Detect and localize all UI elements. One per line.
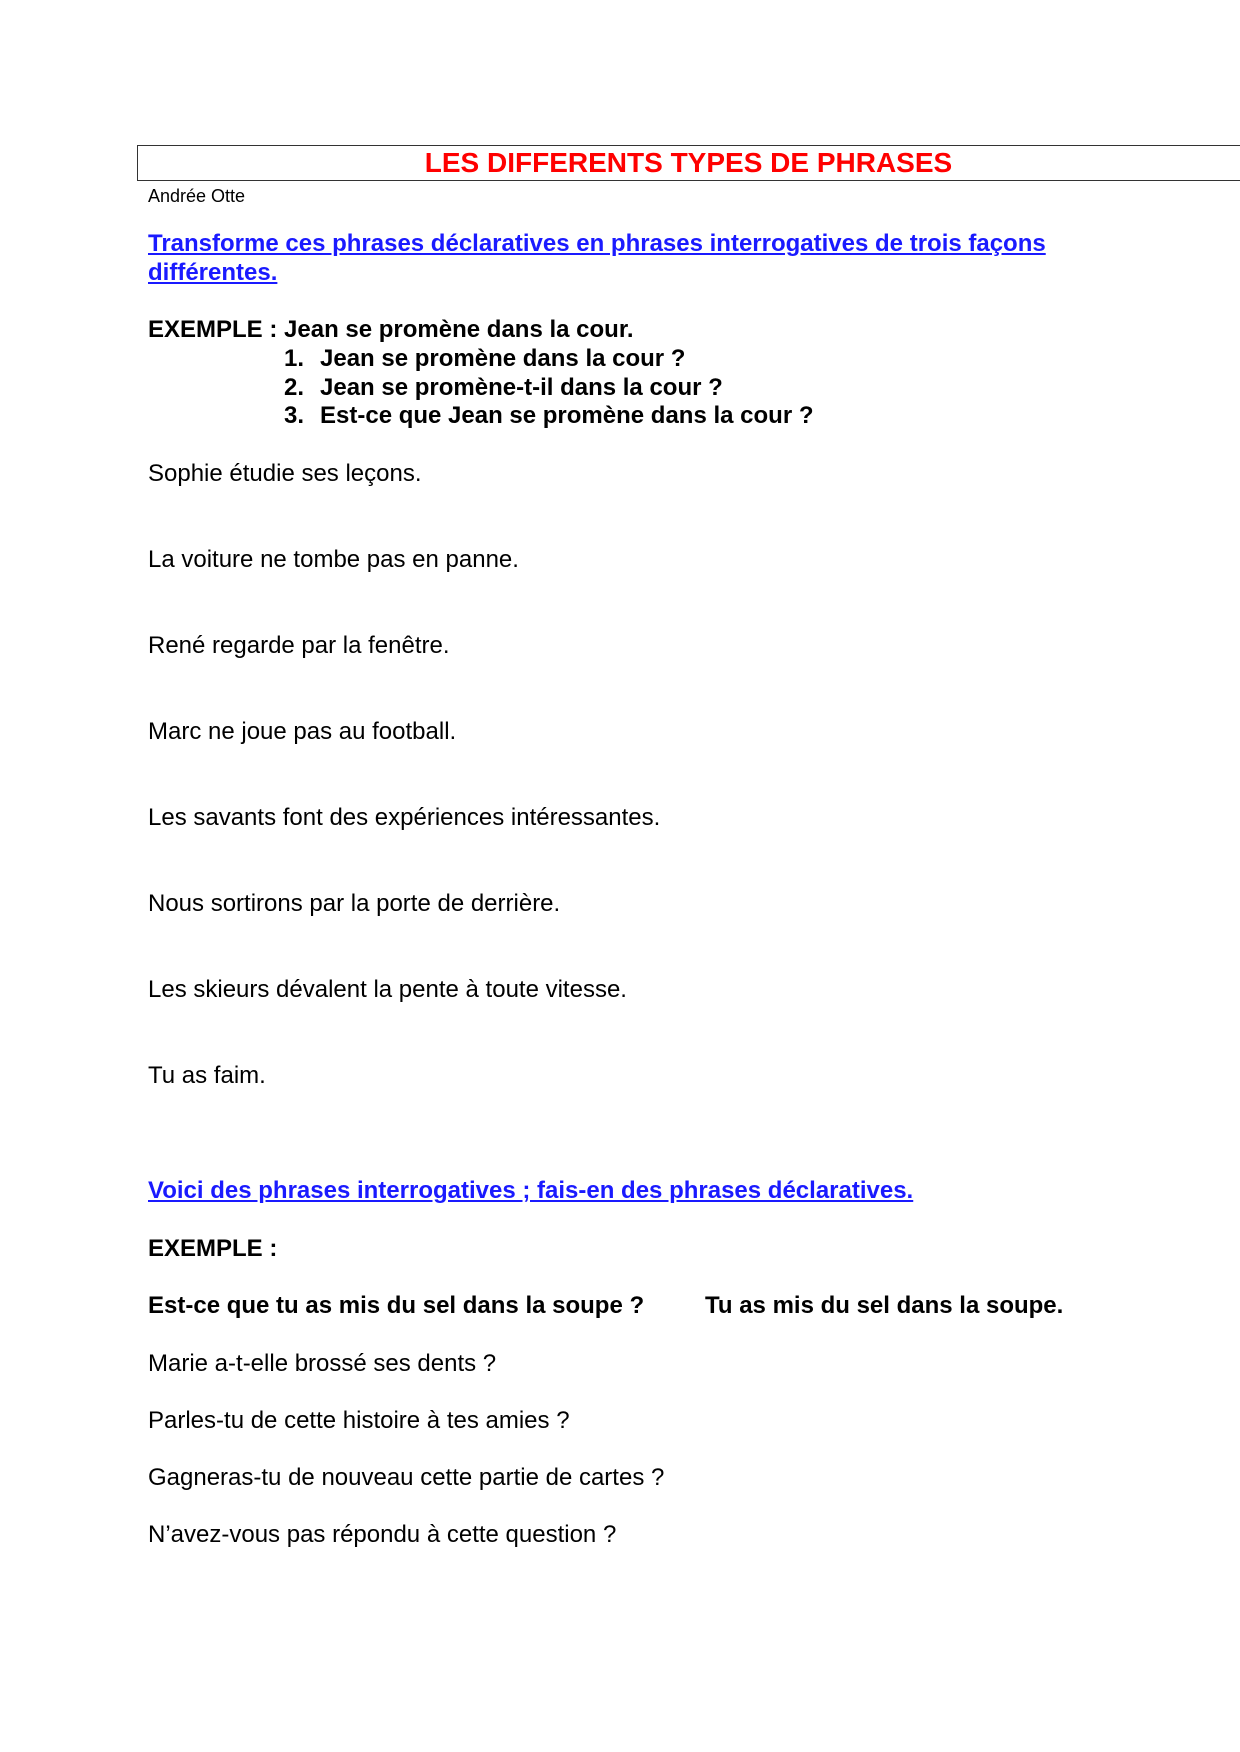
section2-example-label: EXEMPLE :: [148, 1235, 278, 1262]
section2-instruction: Voici des phrases interrogatives ; fais-en des phrases déclaratives.: [148, 1177, 914, 1204]
example-item-text: Est-ce que Jean se promène dans la cour ?: [320, 402, 814, 429]
exercise-sentence-4: Marc ne joue pas au football.: [148, 718, 457, 745]
example-item-number: 2.: [284, 374, 305, 401]
exercise-sentence-5: Les savants font des expériences intéressantes.: [148, 804, 661, 831]
question-sentence-1: Marie a-t-elle brossé ses dents ?: [148, 1350, 497, 1377]
exercise-sentence-1: Sophie étudie ses leçons.: [148, 460, 422, 487]
section1-example-line: EXEMPLE : Jean se promène dans la cour.: [148, 316, 634, 343]
author-name: Andrée Otte: [148, 186, 246, 206]
section1-instruction: Transforme ces phrases déclaratives en phrases interrogatives de trois façons différentes.: [148, 230, 1046, 286]
exercise-sentence-6: Nous sortirons par la porte de derrière.: [148, 890, 561, 917]
question-sentence-2: Parles-tu de cette histoire à tes amies ?: [148, 1407, 570, 1434]
section2-example-question: Est-ce que tu as mis du sel dans la soupe ?: [148, 1292, 645, 1319]
example-item-2: [284, 373, 723, 402]
example-item-3: [284, 401, 814, 430]
exercise-sentence-3: René regarde par la fenêtre.: [148, 632, 450, 659]
section2-example-answer: Tu as mis du sel dans la soupe.: [705, 1292, 1064, 1319]
page-title: LES DIFFERENTS TYPES DE PHRASES: [424, 147, 953, 178]
example-item-number: 1.: [284, 345, 305, 372]
example-item-number: 3.: [284, 402, 305, 429]
exercise-sentence-8: Tu as faim.: [148, 1062, 266, 1089]
example-item-1: [284, 344, 685, 373]
question-sentence-4: N’avez-vous pas répondu à cette question ?: [148, 1521, 617, 1548]
exercise-sentence-7: Les skieurs dévalent la pente à toute vitesse.: [148, 976, 627, 1003]
example-item-text: Jean se promène-t-il dans la cour ?: [320, 374, 723, 401]
exercise-sentence-2: La voiture ne tombe pas en panne.: [148, 546, 519, 573]
example-item-text: Jean se promène dans la cour ?: [320, 345, 686, 372]
question-sentence-3: Gagneras-tu de nouveau cette partie de cartes ?: [148, 1464, 665, 1491]
